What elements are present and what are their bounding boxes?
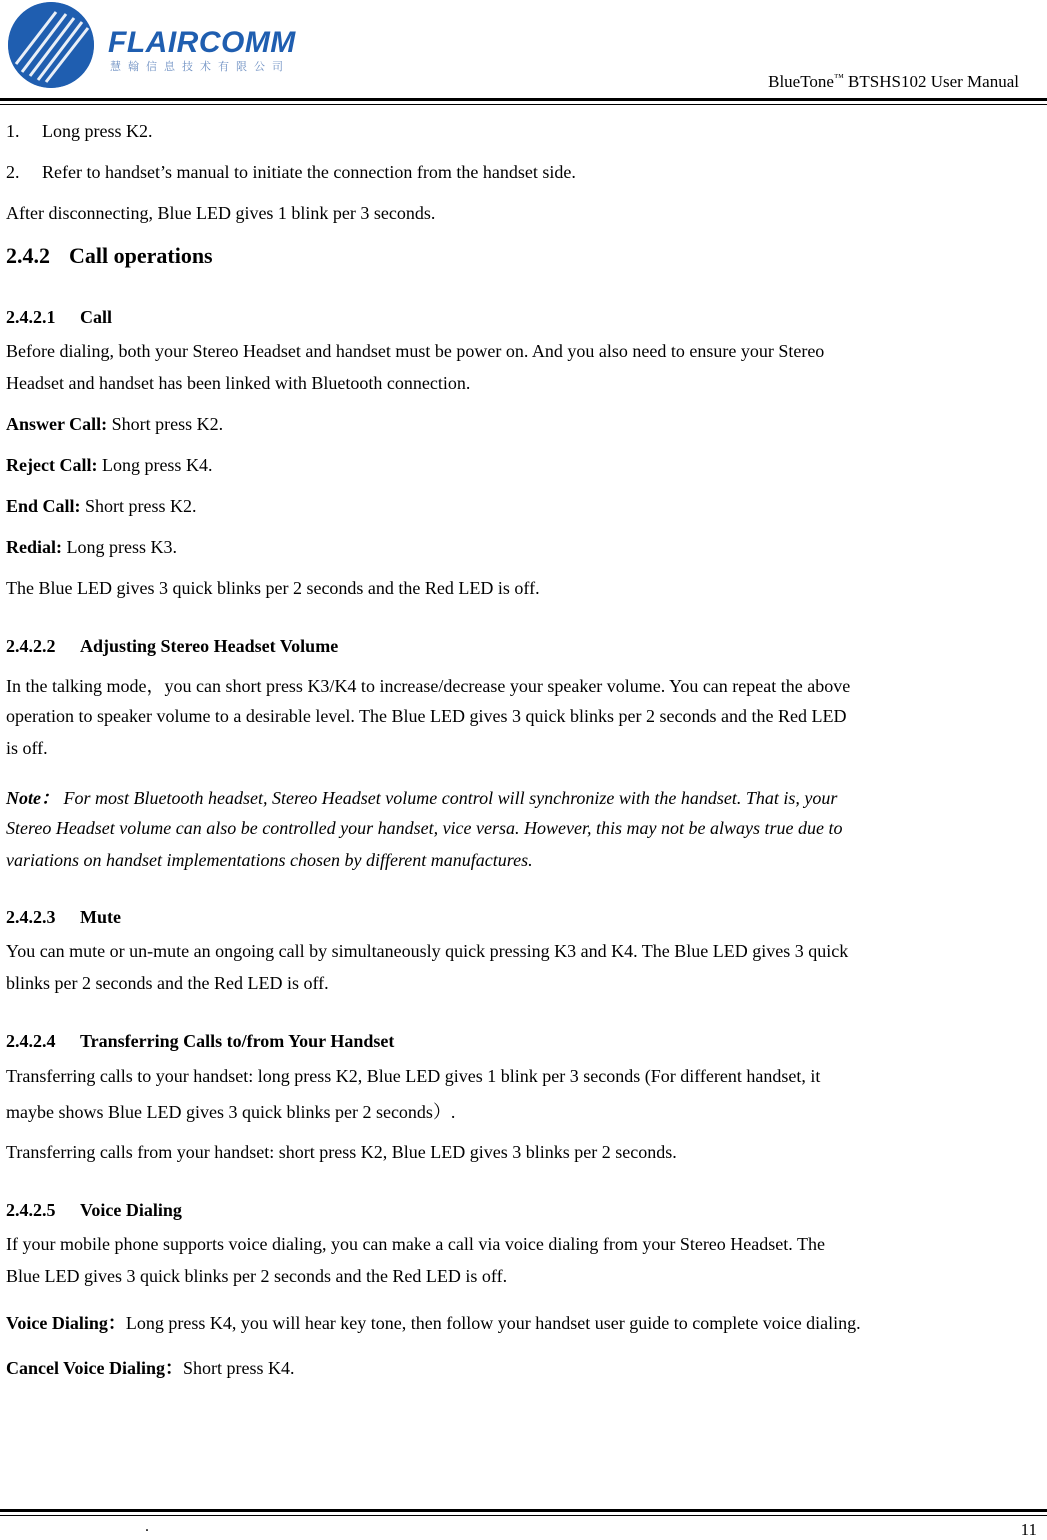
paragraph: Transferring calls from your handset: short press K2, Blue LED gives 3 blinks per 2 seconds. bbox=[6, 1142, 677, 1162]
logo-wordmark: FLAIRCOMM bbox=[108, 26, 296, 59]
section-heading-2-4-2-5: 2.4.2.5 Voice Dialing bbox=[6, 1200, 182, 1220]
section-heading-2-4-2-3: 2.4.2.3 Mute bbox=[6, 907, 121, 927]
section-heading-2-4-2-1: 2.4.2.1 Call bbox=[6, 307, 113, 327]
paragraph: Headset and handset has been linked with Bluetooth connection. bbox=[6, 373, 471, 393]
footer-rule-thin bbox=[0, 1515, 1047, 1516]
list-item: 1. Long press K2. bbox=[6, 121, 153, 141]
paragraph: maybe shows Blue LED gives 3 quick blinks per 2 seconds）. bbox=[6, 1102, 456, 1122]
end-call-line: End Call: Short press K2. bbox=[6, 496, 197, 516]
paragraph: is off. bbox=[6, 738, 48, 758]
note-paragraph: Note： For most Bluetooth headset, Stereo Headset volume control will synchronize with the handset. That is, your bbox=[6, 788, 838, 808]
paragraph: If your mobile phone supports voice dialing, you can make a call via voice dialing from your Stereo Headset. The bbox=[6, 1234, 825, 1254]
note-paragraph: Stereo Headset volume can also be controlled your handset, vice versa. However, this may not be always true due to bbox=[6, 818, 843, 838]
logo-chinese-name: 慧翰信息技术有限公司 bbox=[110, 60, 290, 73]
page-number: 11 bbox=[1020, 1520, 1037, 1539]
paragraph: Before dialing, both your Stereo Headset and handset must be power on. And you also need to ensure your Stereo bbox=[6, 341, 825, 361]
list-item: 2. Refer to handset’s manual to initiate the connection from the handset side. bbox=[6, 162, 576, 182]
paragraph: In the talking mode，you can short press K3/K4 to increase/decrease your speaker volume. You can repeat the above bbox=[6, 676, 851, 696]
company-logo bbox=[4, 2, 314, 88]
header-rule bbox=[0, 98, 1047, 101]
paragraph: After disconnecting, Blue LED gives 1 blink per 3 seconds. bbox=[6, 203, 436, 223]
footer-rule bbox=[0, 1509, 1047, 1512]
logo-emblem-icon bbox=[8, 2, 94, 88]
footer-mark: . bbox=[145, 1518, 149, 1535]
paragraph: Transferring calls to your handset: long press K2, Blue LED gives 1 blink per 3 seconds (For different handset, it bbox=[6, 1066, 821, 1086]
paragraph: The Blue LED gives 3 quick blinks per 2 seconds and the Red LED is off. bbox=[6, 578, 540, 598]
document-title: BlueTone™ BTSHS102 User Manual bbox=[768, 72, 1019, 91]
answer-call-line: Answer Call: Short press K2. bbox=[6, 414, 224, 434]
paragraph: You can mute or un-mute an ongoing call by simultaneously quick pressing K3 and K4. The Blue LED gives 3 quick bbox=[6, 941, 849, 961]
paragraph: blinks per 2 seconds and the Red LED is off. bbox=[6, 973, 329, 993]
section-heading-2-4-2-4: 2.4.2.4 Transferring Calls to/from Your Handset bbox=[6, 1031, 395, 1051]
redial-line: Redial: Long press K3. bbox=[6, 537, 177, 557]
cancel-voice-dialing-line: Cancel Voice Dialing：Short press K4. bbox=[6, 1358, 295, 1378]
paragraph: Blue LED gives 3 quick blinks per 2 seconds and the Red LED is off. bbox=[6, 1266, 508, 1286]
note-paragraph: variations on handset implementations chosen by different manufactures. bbox=[6, 850, 533, 870]
section-heading-2-4-2: 2.4.2 Call operations bbox=[6, 243, 213, 268]
section-heading-2-4-2-2: 2.4.2.2 Adjusting Stereo Headset Volume bbox=[6, 636, 339, 656]
header-rule-thin bbox=[0, 104, 1047, 105]
paragraph: operation to speaker volume to a desirable level. The Blue LED gives 3 quick blinks per 2 seconds and the Red LED bbox=[6, 706, 847, 726]
reject-call-line: Reject Call: Long press K4. bbox=[6, 455, 213, 475]
voice-dialing-line: Voice Dialing：Long press K4, you will hear key tone, then follow your handset user guide to complete voice dialing. bbox=[6, 1313, 861, 1333]
